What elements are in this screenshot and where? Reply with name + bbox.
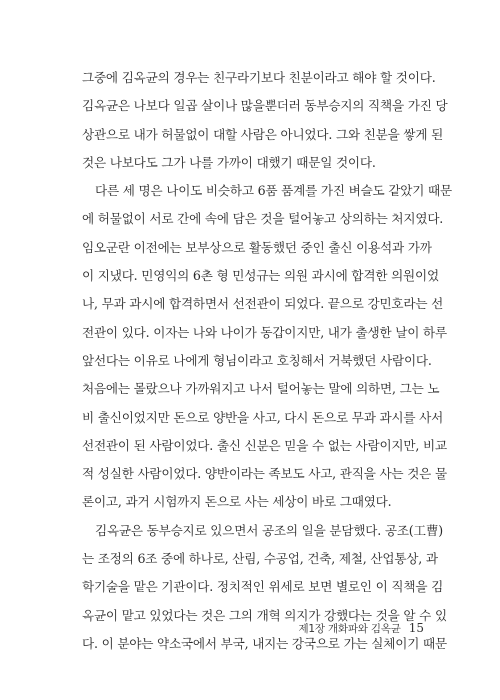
paragraph-1 (82, 64, 448, 177)
text-line: 옥균이 맡고 있었다는 것은 그의 개혁 의지가 강했다는 것을 알 수 있 (82, 607, 447, 623)
text-line: 상관으로 내가 허물없이 대할 사람은 아니었다. 그와 친분을 쌓게 된 (82, 126, 444, 142)
running-footer-chapter-title: 제1장 개화파와 김옥균 (298, 623, 401, 635)
text-line: 앞선다는 이유로 나에게 형님이라고 호칭해서 거북했던 사람이다. (82, 352, 432, 368)
paragraph-2 (82, 177, 452, 517)
text-line: 선전관이 된 사람이었다. 출신 신분은 믿을 수 없는 사람이지만, 비교 (82, 437, 447, 453)
text-line: 는 조정의 6조 중에 하나로, 산림, 수공업, 건축, 제철, 산업통상, 과 (82, 551, 438, 567)
text-line: 학기술을 맡은 기관이다. 정치적인 위세로 보면 별로인 이 직책을 김 (82, 579, 444, 595)
text-line: 적 성실한 사람이었다. 양반이라는 족보도 사고, 관직을 사는 것은 물 (82, 466, 447, 482)
text-line: 김옥균은 동부승지로 있으면서 공조의 일을 분담했다. 공조(工曹) (95, 522, 444, 538)
text-line: 것은 나보다도 그가 나를 가까이 대했기 때문일 것이다. (82, 154, 376, 170)
text-line: 비 출신이었지만 돈으로 양반을 사고, 다시 돈으로 무과 과시를 사서 (82, 409, 444, 425)
text-line: 이 지냈다. 민영익의 6촌 형 민성규는 의원 과시에 합격한 의원이었 (82, 268, 439, 284)
text-line: 임오군란 이전에는 보부상으로 활동했던 중인 출신 이용석과 가까 (82, 239, 432, 255)
text-line: 다른 세 명은 나이도 비슷하고 6품 품계를 가진 벼슬도 같았기 때문 (95, 183, 452, 199)
text-line: 나, 무과 과시에 합격하면서 선전관이 되었다. 끝으로 강민호라는 선 (82, 296, 444, 312)
text-line: 에 허물없이 서로 간에 속에 담은 것을 털어놓고 상의하는 처지였다. (82, 211, 444, 227)
page-body (82, 64, 452, 658)
page-footer (298, 621, 424, 636)
text-line: 전관이 있다. 이자는 나와 나이가 동갑이지만, 내가 출생한 날이 하루 (82, 324, 447, 340)
page-number: 15 (408, 621, 424, 635)
text-line: 론이고, 과거 시험까지 돈으로 사는 세상이 바로 그때였다. (82, 494, 392, 510)
text-line: 그중에 김옥균의 경우는 친구라기보다 친분이라고 해야 할 것이다. (82, 70, 436, 85)
paragraph-3 (82, 517, 447, 658)
text-line: 다. 이 분야는 약소국에서 부국, 내지는 강국으로 가는 실체이기 때문 (82, 635, 447, 651)
text-line: 처음에는 몰랐으나 가까워지고 나서 털어놓는 말에 의하면, 그는 노 (82, 381, 440, 397)
text-line: 김옥균은 나보다 일곱 살이나 많을뿐더러 동부승지의 직책을 가진 당 (82, 98, 448, 114)
